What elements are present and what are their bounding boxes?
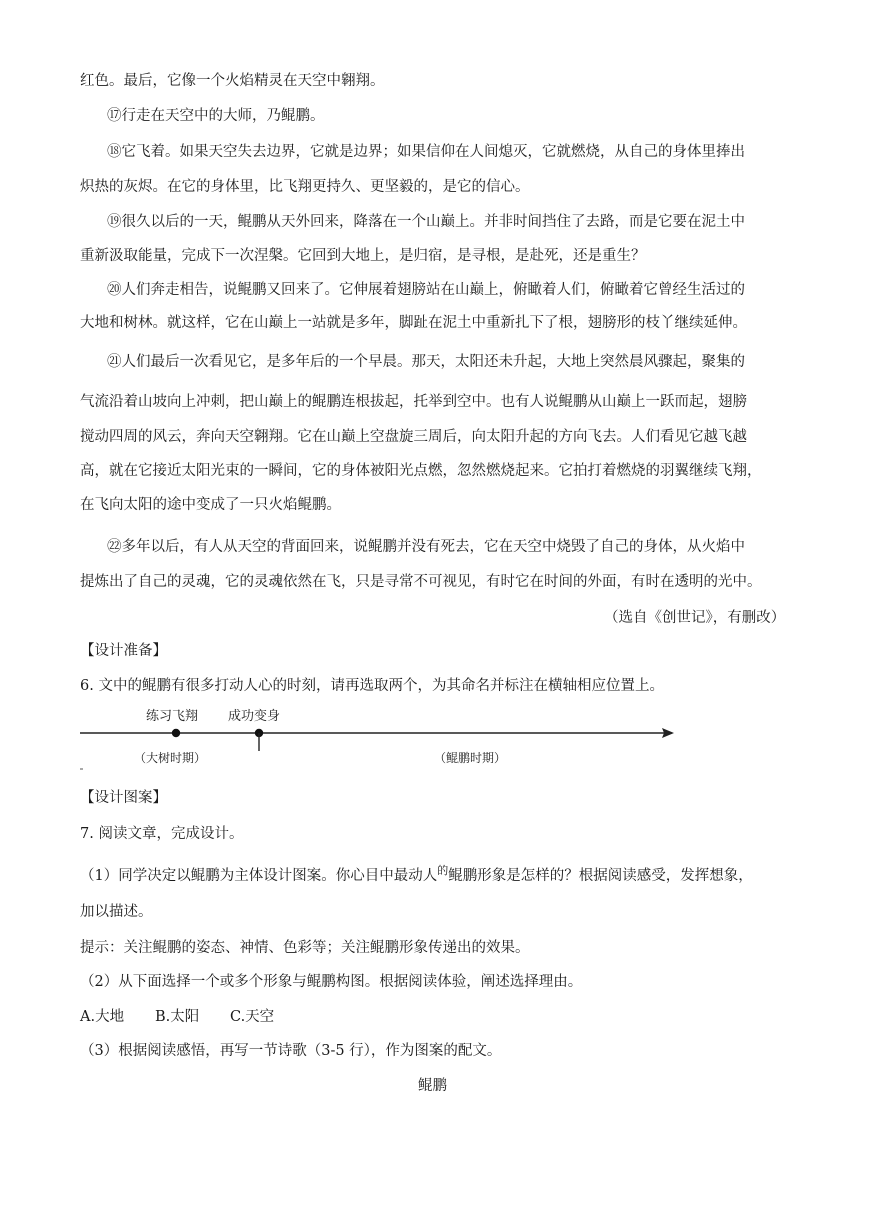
passage-paragraph-21-line-3: 搅动四周的风云，奔向天空翱翔。它在山巅上空盘旋三周后，向太阳升起的方向飞去。人们看见它越飞越: [80, 429, 747, 445]
passage-paragraph-21-line-4: 高，就在它接近太阳光束的一瞬间，它的身体被阳光点燃，忽然燃烧起来。它拍打着燃烧的羽翼继续飞翔，: [80, 463, 762, 479]
passage-paragraph-21-line-5: 在飞向太阳的途中变成了一只火焰鲲鹏。: [80, 497, 341, 513]
passage-paragraph-22-line-2: 提炼出了自己的灵魂，它的灵魂依然在飞，只是寻常不可视见，有时它在时间的外面，有时在透明的光中。: [80, 574, 762, 590]
passage-paragraph-19-line-2: 重新汲取能量，完成下一次涅槃。它回到大地上，是归宿，是寻根，是赴死，还是重生？: [80, 248, 646, 264]
timeline-period-2: （鲲鹏时期）: [434, 751, 507, 765]
question-7-2: （2）从下面选择一个或多个形象与鲲鹏构图。根据阅读体验，阐述选择理由。: [80, 974, 583, 990]
hint-text: 提示：关注鲲鹏的姿态、神情、色彩等；关注鲲鹏形象传递出的效果。: [80, 940, 530, 956]
passage-paragraph-21-line-1: ㉑人们最后一次看见它，是多年后的一个早晨。那天，太阳还未升起，大地上突然晨风骤起，聚集的: [107, 354, 745, 370]
question-7-1-superscript: 的: [437, 864, 449, 877]
passage-paragraph-17: ⑰行走在天空中的大师，乃鲲鹏。: [107, 108, 325, 124]
passage-paragraph-18-line-1: ⑱它飞着。如果天空失去边界，它就是边界；如果信仰在人间熄灭，它就燃烧，从自己的身体里捧出: [107, 144, 745, 160]
passage-paragraph-20-line-1: ⑳人们奔走相告，说鲲鹏又回来了。它伸展着翅膀站在山巅上，俯瞰着人们，俯瞰着它曾经生活过的: [107, 282, 745, 298]
poem-title: 鲲鹏: [418, 1078, 447, 1094]
question-7-3: （3）根据阅读感悟，再写一节诗歌（3-5 行），作为图案的配文。: [80, 1043, 502, 1059]
passage-paragraph-17-continued: 红色。最后，它像一个火焰精灵在天空中翱翔。: [80, 73, 385, 89]
section-heading-design-preparation: 【设计准备】: [80, 643, 167, 659]
option-c: C.天空: [230, 1009, 275, 1025]
question-7-1-part-a: （1）同学决定以鲲鹏为主体设计图案。你心目中最动人: [80, 868, 438, 884]
timeline-label-2: 成功变身: [228, 709, 281, 724]
passage-paragraph-18-line-2: 炽热的灰烬。在它的身体里，比飞翔更持久、更坚毅的，是它的信心。: [80, 179, 530, 195]
timeline-period-1: （大树时期）: [134, 751, 207, 765]
source-citation: （选自《创世记》，有删改）: [604, 610, 786, 626]
passage-paragraph-20-line-2: 大地和树林。就这样，它在山巅上一站就是多年，脚趾在泥土中重新扎下了根，翅膀形的枝丫继续延伸。: [80, 315, 747, 331]
passage-paragraph-22-line-1: ㉒多年以后，有人从天空的背面回来，说鲲鹏并没有死去，它在天空中烧毁了自己的身体，从火焰中: [107, 539, 745, 555]
passage-paragraph-19-line-1: ⑲很久以后的一天，鲲鹏从天外回来，降落在一个山巅上。并非时间挡住了去路，而是它要在泥土中: [107, 214, 745, 230]
question-7: 7. 阅读文章，完成设计。: [80, 826, 244, 842]
passage-paragraph-21-line-2: 气流沿着山坡向上冲刺，把山巅上的鲲鹏连根拔起，托举到空中。也有人说鲲鹏从山巅上一跃而起，翅膀: [80, 394, 747, 410]
question-7-1: [80, 866, 753, 887]
timeline-figure: [78, 700, 678, 775]
question-7-1-line-2: 加以描述。: [80, 904, 153, 920]
section-heading-design-pattern: 【设计图案】: [80, 790, 167, 806]
option-b: B.太阳: [155, 1009, 200, 1025]
question-7-1-part-b: 鲲鹏形象是怎样的？根据阅读感受，发挥想象，: [448, 868, 753, 884]
timeline-label-1: 练习飞翔: [146, 709, 199, 724]
question-6: 6. 文中的鲲鹏有很多打动人心的时刻，请再选取两个，为其命名并标注在横轴相应位置上。: [80, 678, 664, 694]
option-a: A.大地: [80, 1009, 125, 1025]
timeline-point-1: [172, 729, 180, 737]
